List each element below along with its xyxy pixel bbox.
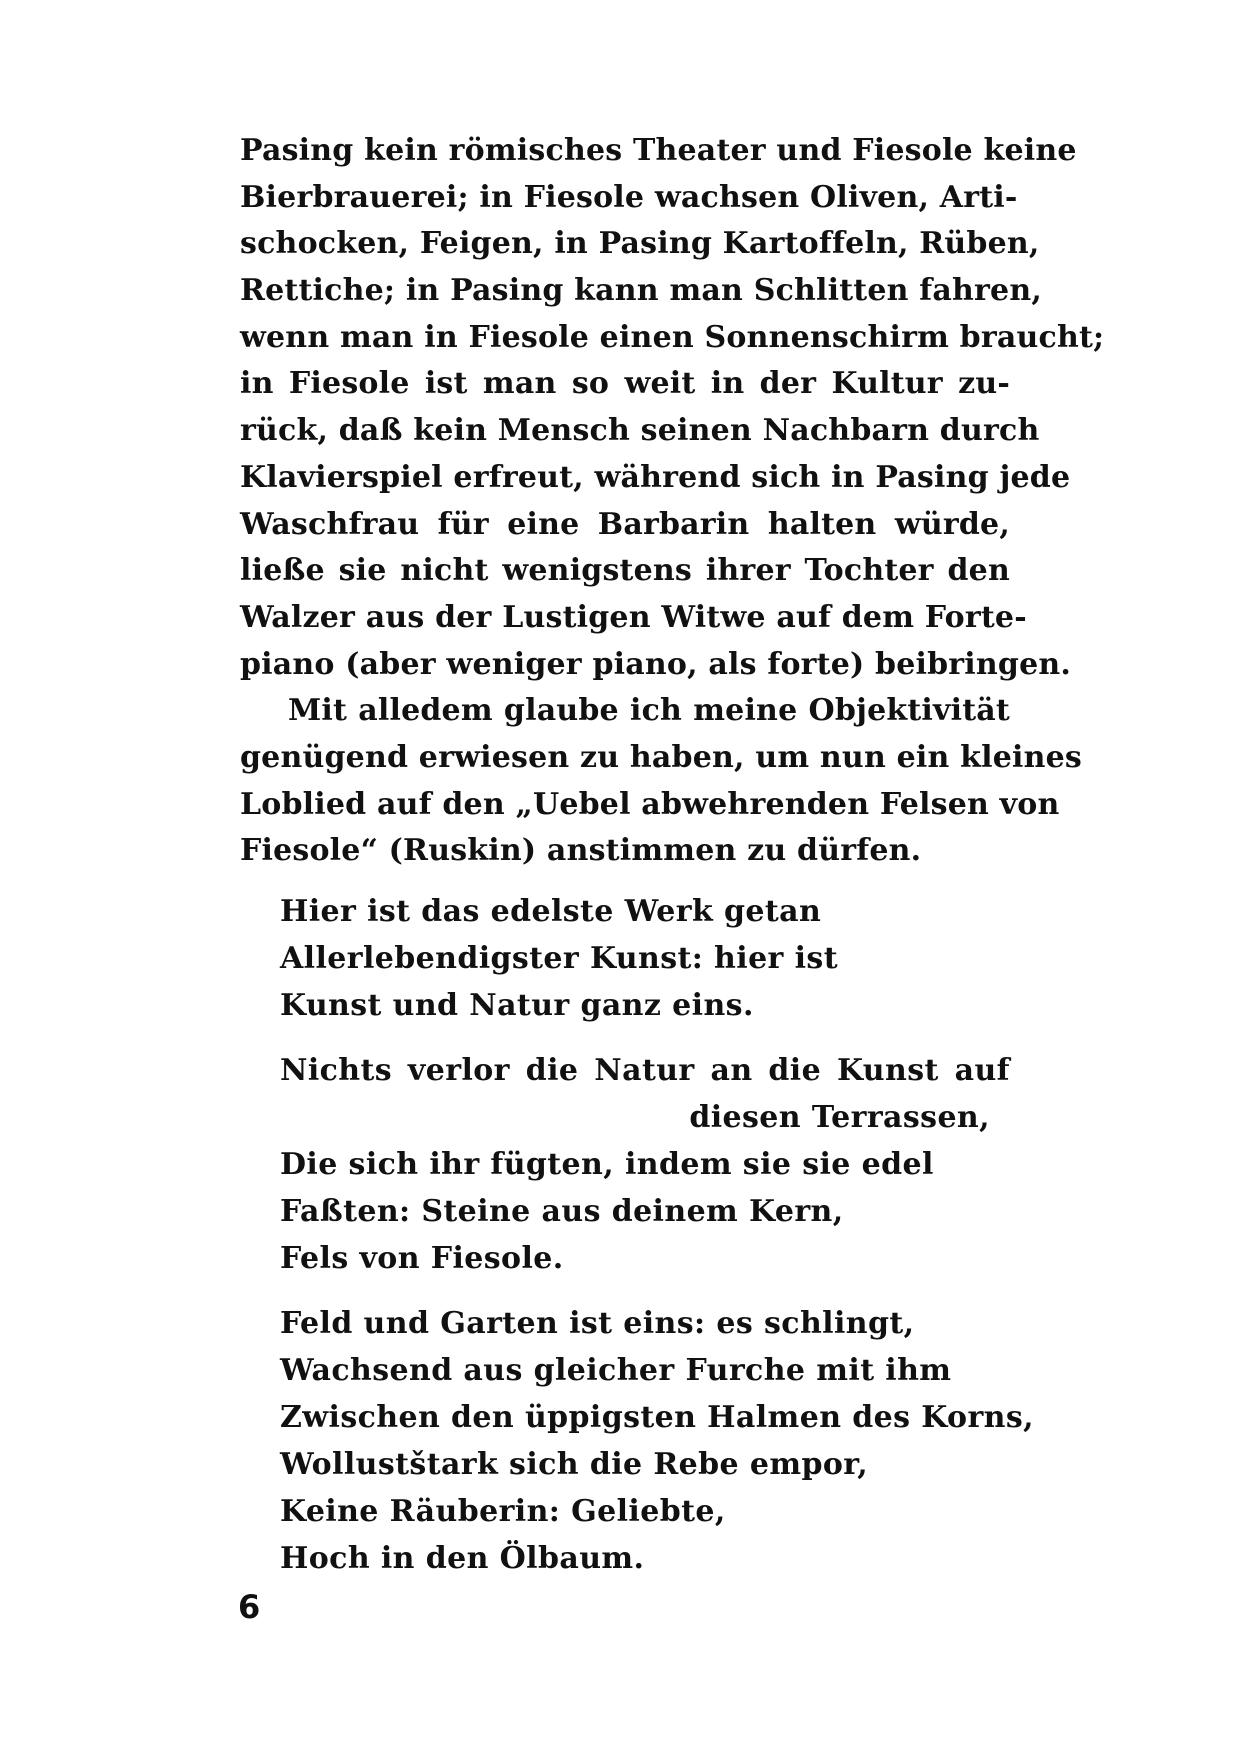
verse-line: Nichts verlor die Natur an die Kunst auf — [280, 1053, 1010, 1088]
verse-line: Fels von Fiesole. — [280, 1241, 564, 1276]
prose-block — [240, 128, 1105, 875]
prose-line: Walzer aus der Lustigen Witwe auf dem Forte- — [240, 599, 1027, 635]
prose-line: wenn man in Fiesole einen Sonnenschirm braucht; — [240, 319, 1105, 355]
prose-line: Loblied auf den „Uebel abwehrenden Felsen von — [240, 786, 1060, 822]
prose-line: schocken, Feigen, in Pasing Kartoffeln, Rüben, — [240, 226, 1040, 262]
prose-line: genügend erwiesen zu haben, um nun ein kleines — [240, 739, 1082, 775]
prose-line: Klavierspiel erfreut, während sich in Pasing jede — [240, 459, 1071, 495]
prose-line: Mit alledem glaube ich meine Objektivität — [288, 693, 1010, 729]
poem-stanza-2 — [280, 1047, 1010, 1282]
prose-line: piano (aber weniger piano, als forte) beibringen. — [240, 646, 1072, 682]
verse-line: Wachsend aus gleicher Furche mit ihm — [280, 1353, 952, 1388]
verse-line: Faßten: Steine aus deinem Kern, — [280, 1194, 844, 1229]
prose-line: in Fiesole ist man so weit in der Kultur zu- — [240, 366, 1010, 402]
prose-line: ließe sie nicht wenigstens ihrer Tochter den — [240, 553, 1010, 589]
prose-line: Fiesole“ (Ruskin) anstimmen zu dürfen. — [240, 833, 922, 869]
verse-line: Allerlebendigster Kunst: hier ist — [280, 941, 838, 976]
prose-line: rück, daß kein Mensch seinen Nachbarn durch — [240, 413, 1040, 449]
verse-line: Kunst und Natur ganz eins. — [280, 988, 754, 1023]
verse-line-continuation: diesen Terrassen, — [689, 1100, 990, 1135]
verse-line: Feld und Garten ist eins: es schlingt, — [280, 1306, 915, 1341]
verse-line: Wollustštark sich die Rebe empor, — [280, 1447, 869, 1482]
verse-line: Hoch in den Ölbaum. — [280, 1541, 645, 1576]
poem-stanza-1 — [280, 888, 1010, 1029]
prose-line: Waschfrau für eine Barbarin halten würde, — [240, 506, 1010, 542]
poem-block — [280, 888, 1035, 1600]
prose-line: Rettiche; in Pasing kann man Schlitten fahren, — [240, 273, 1043, 309]
verse-line: Die sich ihr fügten, indem sie sie edel — [280, 1147, 934, 1182]
verse-line: Zwischen den üppigsten Halmen des Korns, — [280, 1400, 1035, 1435]
verse-line: Hier ist das edelste Werk getan — [280, 894, 822, 929]
poem-stanza-3 — [280, 1300, 1035, 1582]
prose-line: Bierbrauerei; in Fiesole wachsen Oliven, Arti- — [240, 179, 1018, 215]
page-number: 6 — [238, 1588, 261, 1626]
verse-line: Keine Räuberin: Geliebte, — [280, 1494, 726, 1529]
prose-line: Pasing kein römisches Theater und Fiesole keine — [240, 133, 1077, 168]
